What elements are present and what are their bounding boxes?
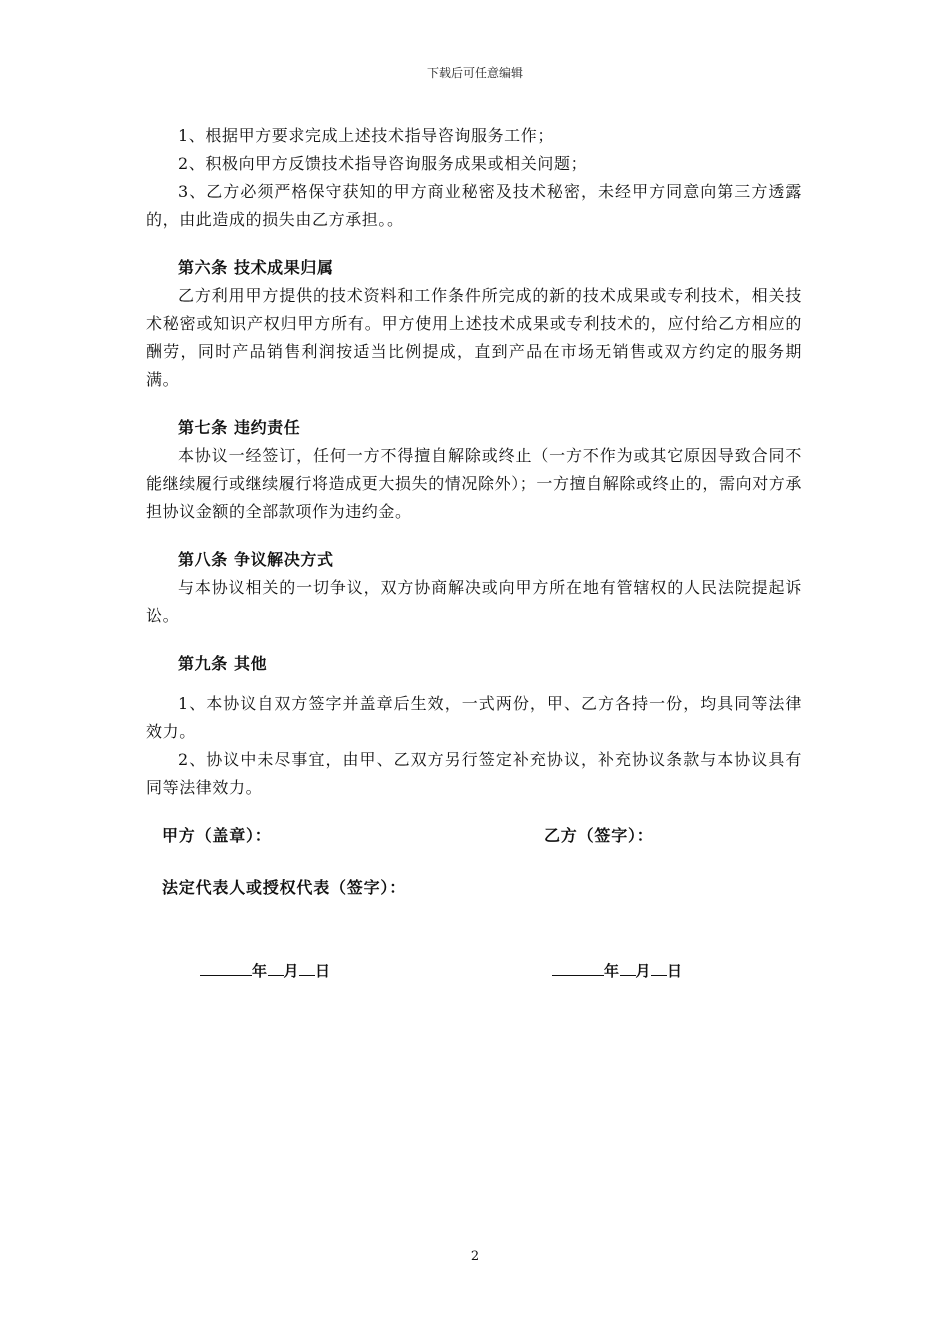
day-label: 日 [667, 962, 683, 980]
article6-title: 第六条 技术成果归属 [178, 258, 334, 277]
article6-body: 乙方利用甲方提供的技术资料和工作条件所完成的新的技术成果或专利技术，相关技术秘密或知识产权归甲方所有。甲方使用上述技术成果或专利技术的，应付给乙方相应的酬劳，同时产品销售利润按适当比例提成，直到产品在市场无销售或双方约定的服务期满。 [146, 286, 802, 389]
month-label: 月 [635, 962, 652, 980]
legal-representative-label: 法定代表人或授权代表（签字）： [162, 878, 407, 897]
month-blank [620, 961, 636, 976]
party-b-date-line [552, 960, 683, 981]
day-blank [299, 961, 315, 976]
day-label: 日 [315, 962, 331, 980]
page-header: 下载后可任意编辑 [426, 66, 523, 80]
party-a-seal-label: 甲方（盖章）： [162, 826, 272, 845]
article9-title: 第九条 其他 [178, 654, 268, 673]
section5-item-3: 3、乙方必须严格保守获知的甲方商业秘密及技术秘密，未经甲方同意向第三方透露的，由此造成的损失由乙方承担。。 [146, 182, 802, 229]
year-blank [552, 961, 604, 976]
section5-item-1: 1、根据甲方要求完成上述技术指导咨询服务工作； [178, 126, 554, 145]
section5-item-2: 2、积极向甲方反馈技术指导咨询服务成果或相关问题； [178, 154, 588, 173]
article9-item-2: 2、协议中未尽事宜，由甲、乙双方另行签定补充协议，补充协议条款与本协议具有同等法律效力。 [146, 750, 802, 797]
year-blank [200, 961, 252, 976]
party-a-date-line [200, 960, 331, 981]
year-label: 年 [604, 962, 620, 980]
article7-body: 本协议一经签订，任何一方不得擅自解除或终止（一方不作为或其它原因导致合同不能继续履行或继续履行将造成更大损失的情况除外）；一方擅自解除或终止的，需向对方承担协议金额的全部款项作为违约金。 [146, 446, 803, 521]
article8-title: 第八条 争议解决方式 [178, 550, 334, 569]
article7-title: 第七条 违约责任 [178, 418, 301, 437]
page-number: 2 [470, 1249, 480, 1264]
article9-item-1: 1、本协议自双方签字并盖章后生效，一式两份，甲、乙方各持一份，均具同等法律效力。 [146, 694, 802, 741]
month-label: 月 [283, 962, 300, 980]
article8-body: 与本协议相关的一切争议，双方协商解决或向甲方所在地有管辖权的人民法院提起诉讼。 [146, 578, 802, 625]
month-blank [268, 961, 284, 976]
day-blank [651, 961, 667, 976]
document-body [146, 122, 802, 802]
year-label: 年 [252, 962, 268, 980]
party-b-signature-label: 乙方（签字）： [544, 826, 654, 845]
